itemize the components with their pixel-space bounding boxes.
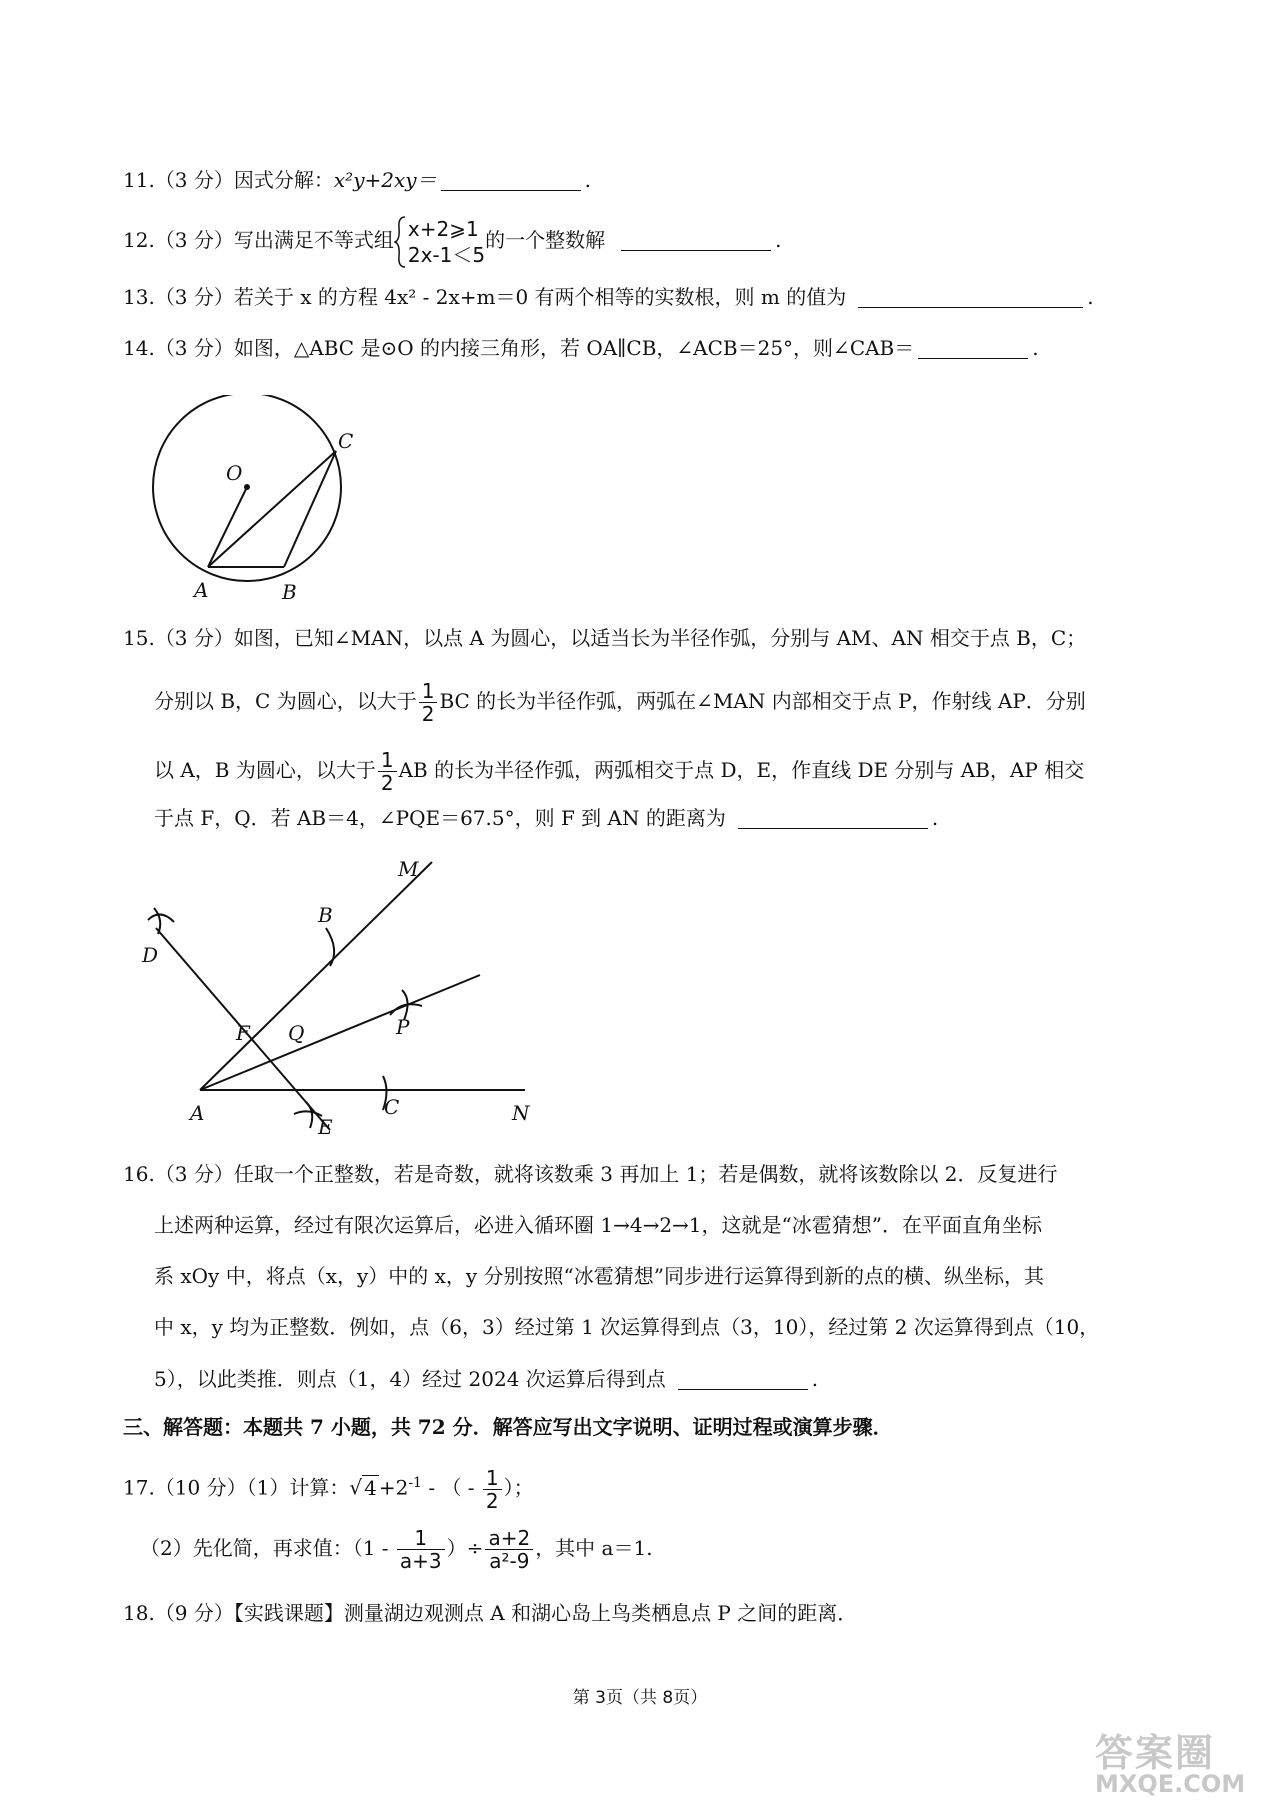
arc-e-2 xyxy=(306,1102,312,1128)
question-16-line-4 xyxy=(154,1313,1099,1341)
label-e: E xyxy=(318,1115,333,1139)
frac-num: 1 xyxy=(419,680,438,703)
brace-icon xyxy=(394,216,406,268)
q16-line1: 任取一个正整数，若是奇数，就将该数乘 3 再加上 1；若是偶数，就将该数除以 2．反复进行 xyxy=(233,1162,1058,1186)
fraction-half-3 xyxy=(483,1467,502,1512)
q12-number: 12. xyxy=(123,228,155,252)
label-b: B xyxy=(282,580,297,604)
segment-bc xyxy=(284,451,336,567)
q18-text: 【实践课题】测量湖边观测点 A 和湖心岛上鸟类栖息点 P 之间的距离． xyxy=(233,1601,858,1625)
q17-p1-minus: - （ - xyxy=(421,1475,481,1500)
q17-p1-label: （1）计算： xyxy=(246,1475,350,1500)
frac-num: 1 xyxy=(397,1527,445,1550)
q15-line4: 于点 F，Q．若 AB＝4，∠PQE＝67.5°，则 F 到 AN 的距离为 xyxy=(154,806,726,830)
inequality-2: 2x-1＜5 xyxy=(407,242,486,267)
q12-answer-blank[interactable] xyxy=(621,228,771,251)
q14-number: 14. xyxy=(123,336,155,360)
question-17-part-2 xyxy=(140,1520,653,1576)
question-15-line-1 xyxy=(123,624,1086,652)
q17-score: （10 分） xyxy=(154,1475,247,1500)
ray-am xyxy=(200,862,432,1090)
q13-number: 13. xyxy=(123,285,155,309)
q16-number: 16. xyxy=(123,1162,155,1186)
q11-expr: x²y+2xy＝ xyxy=(333,168,437,192)
q15-construction-figure xyxy=(140,850,560,1140)
question-15-line-3 xyxy=(154,745,1084,795)
label-n: N xyxy=(512,1101,530,1125)
q14-score: （3 分） xyxy=(154,336,234,360)
question-14 xyxy=(123,334,1039,362)
frac-den: 2 xyxy=(421,702,435,726)
q15-line2a: 分别以 B，C 为圆心，以大于 xyxy=(154,689,417,713)
q15-line2b: BC 的长为半径作弧，两弧在∠MAN 内部相交于点 P，作射线 AP．分别 xyxy=(439,689,1086,713)
frac-num: a+2 xyxy=(485,1527,533,1550)
q12-text-before: 写出满足不等式组 xyxy=(233,228,394,252)
label-f: F xyxy=(236,1021,250,1045)
q13-answer-blank[interactable] xyxy=(858,285,1083,308)
q13-text: 若关于 x 的方程 4x² - 2x+m＝0 有两个相等的实数根，则 m 的值为 xyxy=(233,285,847,309)
radicand: 4 xyxy=(364,1475,377,1500)
frac-den: a+3 xyxy=(399,1549,442,1573)
fraction-half-2 xyxy=(378,749,397,794)
q11-number: 11. xyxy=(123,168,155,192)
q15-line1: 如图，已知∠MAN，以点 A 为圆心，以适当长为半径作弧，分别与 AM、AN 相交于点 B，C； xyxy=(233,626,1087,650)
frac-den: a²-9 xyxy=(489,1549,530,1573)
frac-den: 2 xyxy=(380,771,394,795)
inequality-system xyxy=(394,216,485,268)
fraction-1 xyxy=(397,1527,445,1572)
inequality-1: x+2⩾1 xyxy=(407,216,479,241)
label-o: O xyxy=(226,461,243,485)
segment-oa xyxy=(208,487,247,567)
section-3-heading xyxy=(123,1413,893,1441)
label-c: C xyxy=(338,429,354,453)
label-p: P xyxy=(396,1015,410,1039)
section-3-text: 三、解答题：本题共 7 小题，共 72 分．解答应写出文字说明、证明过程或演算步骤． xyxy=(123,1415,893,1439)
q12-score: （3 分） xyxy=(154,228,234,252)
q16-score: （3 分） xyxy=(154,1162,234,1186)
label-q: Q xyxy=(288,1021,305,1045)
q13-score: （3 分） xyxy=(154,285,234,309)
question-16-line-1 xyxy=(123,1160,1058,1188)
question-16-line-5 xyxy=(154,1365,818,1393)
q15-answer-blank[interactable] xyxy=(738,806,928,829)
q14-text: 如图，△ABC 是⊙O 的内接三角形，若 OA∥CB，∠ACB＝25°，则∠CAB＝ xyxy=(233,336,915,360)
watermark-url: MXQE.COM xyxy=(1095,1770,1246,1798)
question-13 xyxy=(123,283,1094,311)
q17-p2-end: ，其中 a＝1. xyxy=(535,1536,653,1560)
question-17-part-1 xyxy=(123,1455,534,1516)
q13-end: . xyxy=(1087,285,1094,309)
q11-end: . xyxy=(584,168,591,192)
question-15-line-2 xyxy=(154,676,1086,726)
label-a2: A xyxy=(190,1101,205,1125)
question-15-line-4 xyxy=(154,804,938,832)
exponent: -1 xyxy=(408,1475,422,1491)
question-12 xyxy=(123,210,782,270)
q11-answer-blank[interactable] xyxy=(441,168,581,191)
label-c2: C xyxy=(384,1095,400,1119)
q15-end: . xyxy=(931,806,939,830)
q18-score: （9 分） xyxy=(154,1601,234,1625)
q15-score: （3 分） xyxy=(154,626,234,650)
q12-end: . xyxy=(775,228,782,252)
q17-p1-mid: +2 xyxy=(378,1475,409,1500)
frac-num: 1 xyxy=(483,1467,502,1490)
q16-line4: 中 x，y 均为正整数．例如，点（6，3）经过第 1 次运算得到点（3，10），经过第 2 次运算得到点（10， xyxy=(154,1315,1100,1339)
q16-end: . xyxy=(811,1367,819,1391)
label-m: M xyxy=(398,857,419,881)
frac-num: 1 xyxy=(378,749,397,772)
q16-answer-blank[interactable] xyxy=(678,1367,808,1390)
question-18 xyxy=(123,1599,857,1627)
sqrt-symbol: √ xyxy=(349,1475,363,1500)
q18-number: 18. xyxy=(123,1601,155,1625)
question-16-line-2 xyxy=(154,1211,1042,1239)
question-16-line-3 xyxy=(154,1262,1044,1290)
question-11 xyxy=(123,166,591,194)
watermark-logo: 答案圈 xyxy=(1095,1731,1216,1775)
q17-p2-label: （2）先化简，再求值：（1 - xyxy=(140,1536,395,1560)
q16-line3: 系 xOy 中，将点（x，y）中的 x，y 分别按照“冰雹猜想”同步进行运算得到新的点的横、纵坐标，其 xyxy=(154,1264,1045,1288)
q14-answer-blank[interactable] xyxy=(918,336,1028,359)
q11-text: 因式分解： xyxy=(233,168,334,192)
q14-circle-figure xyxy=(140,395,360,605)
frac-den: 2 xyxy=(485,1488,499,1513)
label-b2: B xyxy=(318,903,333,927)
fraction-half-1 xyxy=(419,680,438,725)
q15-line3a: 以 A，B 为圆心，以大于 xyxy=(154,758,376,782)
q15-line3b: AB 的长为半径作弧，两弧相交于点 D，E，作直线 DE 分别与 AB，AP 相交 xyxy=(398,758,1085,782)
q14-end: . xyxy=(1032,336,1039,360)
q17-p2-div: ）÷ xyxy=(446,1536,484,1560)
q16-line5: 5），以此类推．则点（1，4）经过 2024 次运算后得到点 xyxy=(154,1367,666,1391)
q16-line2: 上述两种运算，经过有限次运算后，必进入循环圈 1→4→2→1，这就是“冰雹猜想”．在平面直角坐标 xyxy=(154,1213,1042,1237)
q11-score: （3 分） xyxy=(154,168,234,192)
q15-number: 15. xyxy=(123,626,155,650)
q12-text-after: 的一个整数解 xyxy=(485,228,606,252)
label-a: A xyxy=(194,578,209,602)
q17-p1-end: ）； xyxy=(503,1475,534,1500)
page-footer: 第 3页（共 8页） xyxy=(572,1688,708,1708)
label-d: D xyxy=(142,943,159,967)
arc-b xyxy=(326,928,334,966)
fraction-2 xyxy=(485,1527,533,1572)
q17-number: 17. xyxy=(123,1475,155,1500)
